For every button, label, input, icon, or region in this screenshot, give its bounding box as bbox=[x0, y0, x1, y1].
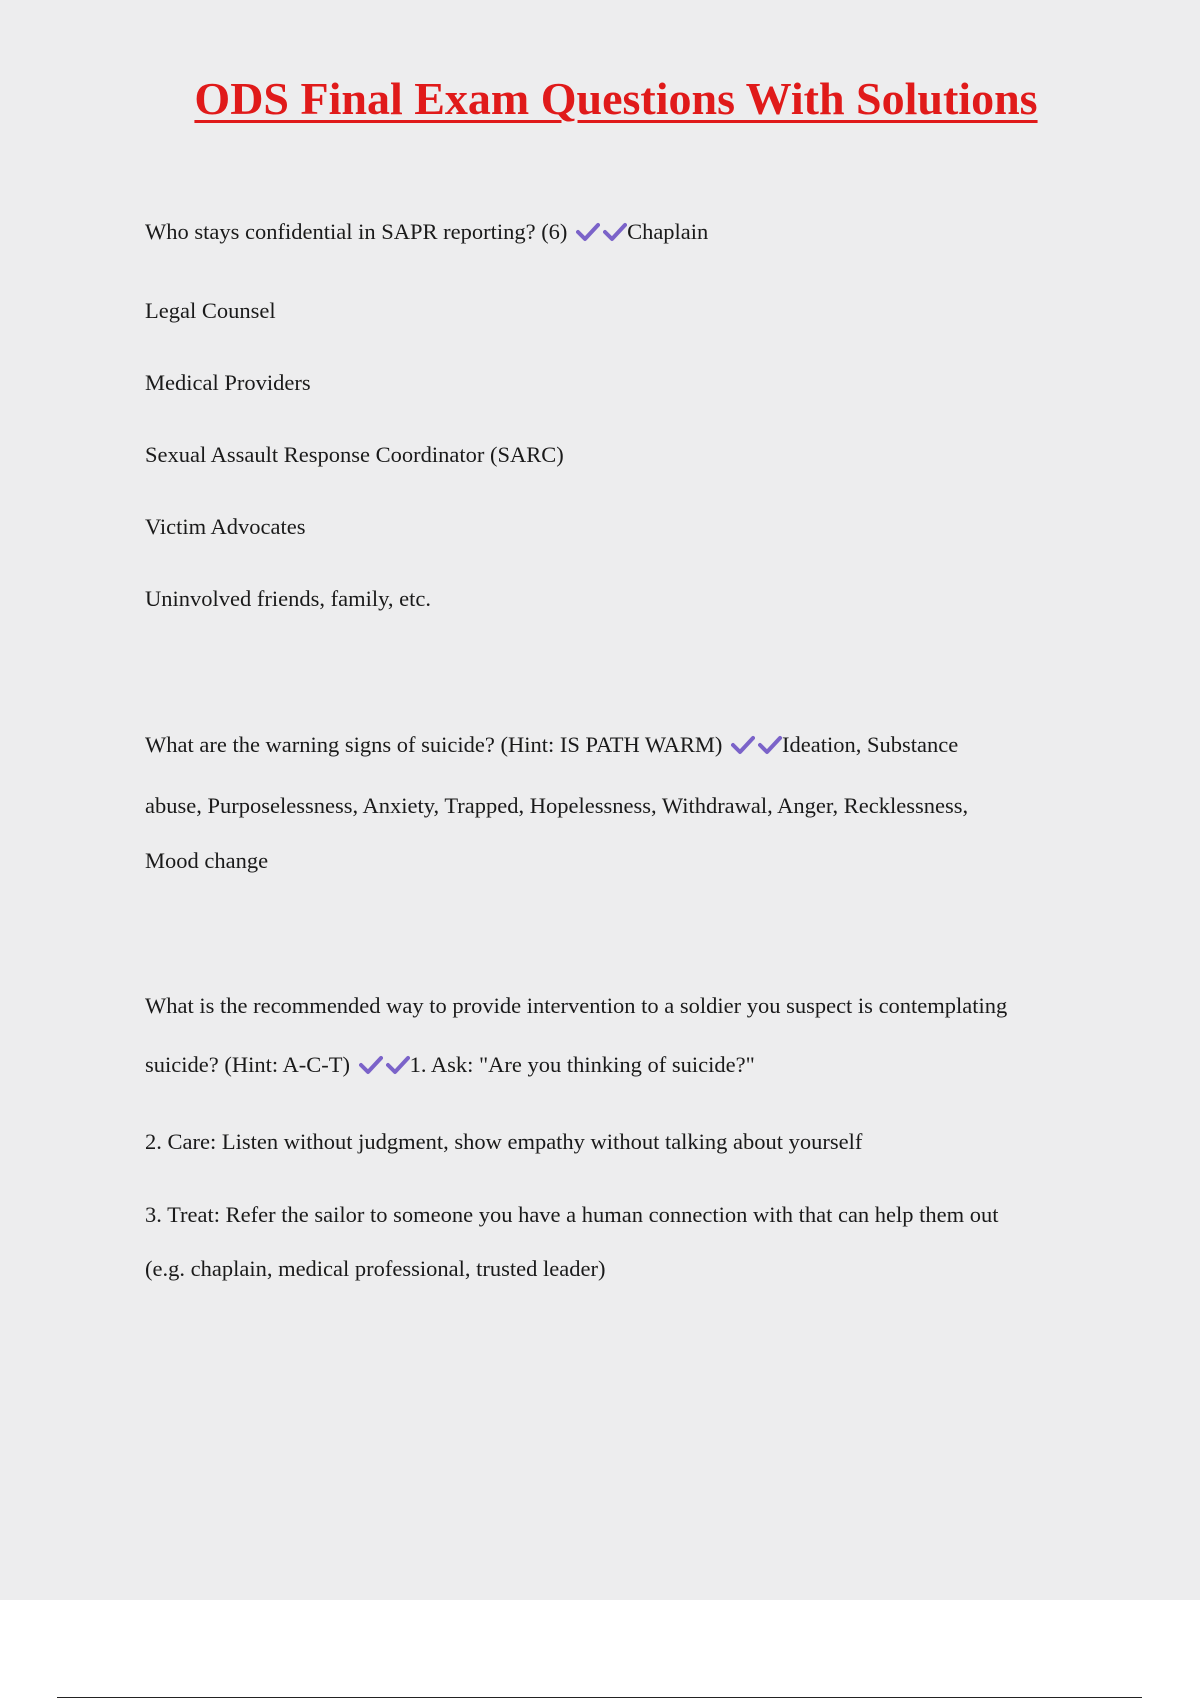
question-1-text: Who stays confidential in SAPR reporting? (6) bbox=[145, 219, 568, 244]
question-2-text: What are the warning signs of suicide? (Hint: IS PATH WARM) bbox=[145, 732, 723, 757]
answer-line: Sexual Assault Response Coordinator (SARC) bbox=[145, 442, 564, 467]
footer-divider bbox=[57, 1697, 1142, 1698]
answer-line: Medical Providers bbox=[145, 370, 311, 395]
answer-3-first: 1. Ask: "Are you thinking of suicide?" bbox=[409, 1052, 755, 1077]
answer-line: (e.g. chaplain, medical professional, trusted leader) bbox=[145, 1256, 606, 1281]
answer-line: 2. Care: Listen without judgment, show empathy without talking about yourself bbox=[145, 1129, 863, 1154]
question-1 bbox=[145, 219, 708, 248]
answer-1-first: Chaplain bbox=[627, 219, 709, 244]
answer-line: Legal Counsel bbox=[145, 298, 276, 323]
answer-line: Mood change bbox=[145, 848, 269, 873]
page-title: ODS Final Exam Questions With Solutions bbox=[194, 73, 1038, 124]
answer-line: Uninvolved friends, family, etc. bbox=[145, 586, 431, 611]
answer-2-first: Ideation, Substance bbox=[782, 732, 959, 757]
check-mark-icon bbox=[731, 735, 755, 761]
check-mark-icon bbox=[603, 222, 627, 248]
check-mark-icon bbox=[386, 1055, 410, 1081]
question-3-text: suicide? (Hint: A-C-T) bbox=[145, 1052, 350, 1077]
answer-line: 3. Treat: Refer the sailor to someone you have a human connection with that can help them out bbox=[145, 1202, 999, 1227]
answer-line: Victim Advocates bbox=[145, 514, 306, 539]
answer-line: abuse, Purposelessness, Anxiety, Trapped, Hopelessness, Withdrawal, Anger, Recklessness, bbox=[145, 793, 969, 818]
check-mark-icon bbox=[359, 1055, 383, 1081]
question-3-line-1: What is the recommended way to provide intervention to a soldier you suspect is contemplating bbox=[145, 993, 1008, 1018]
question-2 bbox=[145, 732, 958, 761]
check-mark-icon bbox=[758, 735, 782, 761]
check-mark-icon bbox=[576, 222, 600, 248]
question-3 bbox=[145, 1052, 755, 1081]
